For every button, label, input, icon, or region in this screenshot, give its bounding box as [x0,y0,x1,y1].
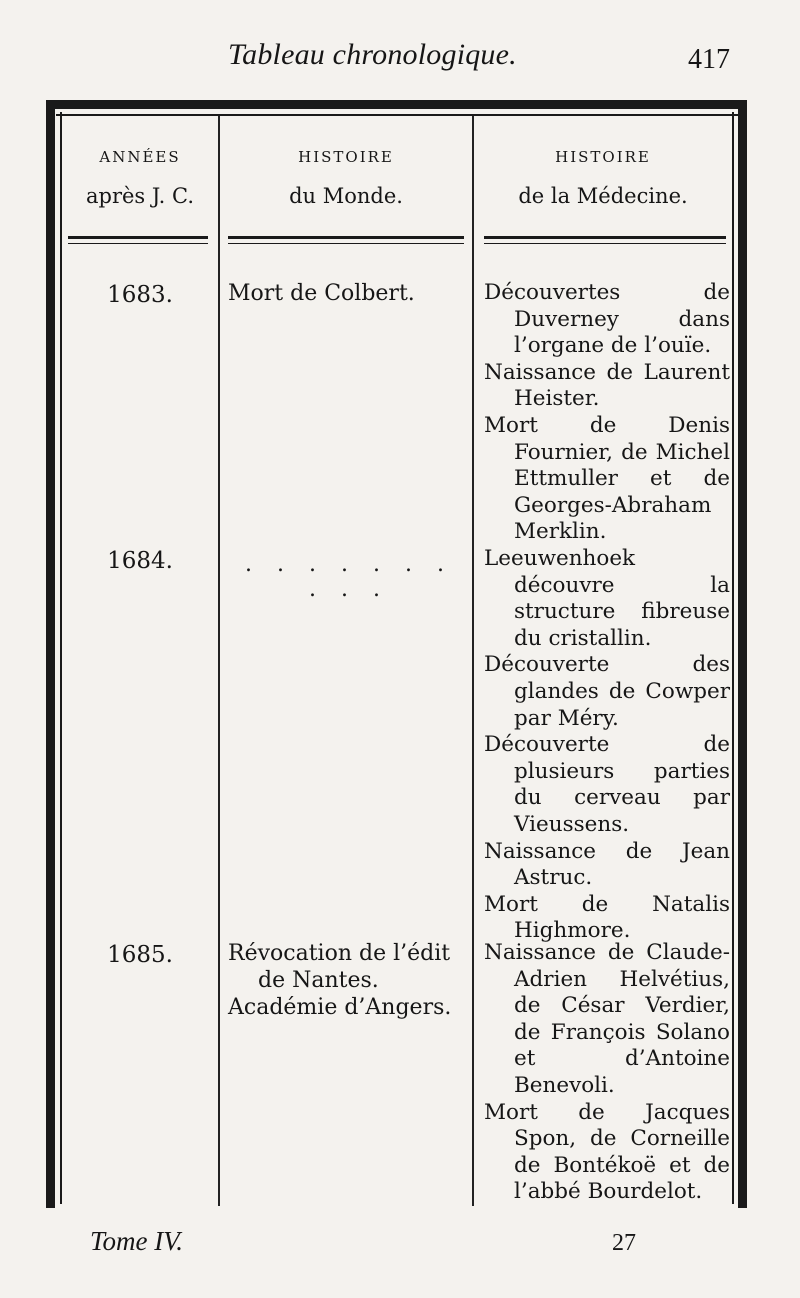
column-header-years-top: ANNÉES [99,148,181,166]
medicine-event: Découverte des glandes de Cowper par Méry. [484,652,730,731]
volume-label: Tome IV. [90,1226,184,1256]
header-rule [228,236,464,244]
table-border-top-inner [56,114,738,116]
column-divider [472,116,474,1206]
column-header-world-top: HISTOIRE [298,148,394,166]
medicine-history-cell [484,546,730,945]
running-title: Tableau chronologique. [228,38,517,71]
world-history-cell [228,280,468,307]
medicine-event: Leeuwenhoek découvre la structure fibreuse du cristallin. [484,546,730,651]
year-cell: 1684. [107,548,173,574]
world-event-text: Révocation de l’édit [228,941,451,966]
year-cell: 1685. [107,942,173,968]
page-number: 417 [688,44,730,75]
world-history-cell [228,940,468,1021]
table-border-top [46,100,746,109]
column-header-years-bottom: après J. C. [85,184,194,208]
medicine-event: Naissance de Laurent Heister. [484,359,730,412]
column-divider [218,116,220,1206]
table-border-left-inner [60,112,62,1204]
table-border-right [738,100,747,1208]
signature-mark: 27 [612,1230,636,1256]
column-header-medicine-top: HISTOIRE [555,148,651,166]
world-event [228,994,468,1021]
world-event-text: Académie d’Angers. [228,995,452,1020]
world-event [228,280,468,307]
medicine-event: Mort de Natalis Highmore. [484,891,730,944]
year-cell: 1683. [107,282,173,308]
medicine-event: Découverte de plusieurs parties du cerveau par Vieussens. [484,732,730,837]
table-border-left [46,100,55,1208]
column-header-world-bottom: du Monde. [289,184,403,208]
medicine-event: Mort de Jacques Spon, de Corneille de Bontékoë et de l’abbé Bourdelot. [484,1099,730,1205]
medicine-history-cell [484,280,730,546]
medicine-event: Mort de Denis Fournier, de Michel Ettmuller et de Georges-Abraham Merklin. [484,412,730,545]
medicine-event: Naissance de Claude-Adrien Helvétius, de César Verdier, de François Solano et d’Antoine Benevoli. [484,940,730,1098]
column-header-medicine-bottom: de la Médecine. [518,184,688,208]
header-rule [68,236,208,244]
medicine-history-cell [484,940,730,1206]
world-history-empty-dots: . . . . . . . . . . [245,552,453,602]
medicine-event: Découvertes de Duverney dans l’organe de l’ouïe. [484,280,730,359]
header-rule [484,236,726,244]
world-event [228,940,468,994]
world-event-text: Mort de Colbert. [228,281,415,306]
world-event-continuation: de Nantes. [258,968,379,993]
table-border-right-inner [732,112,734,1204]
medicine-event: Naissance de Jean Astruc. [484,838,730,891]
